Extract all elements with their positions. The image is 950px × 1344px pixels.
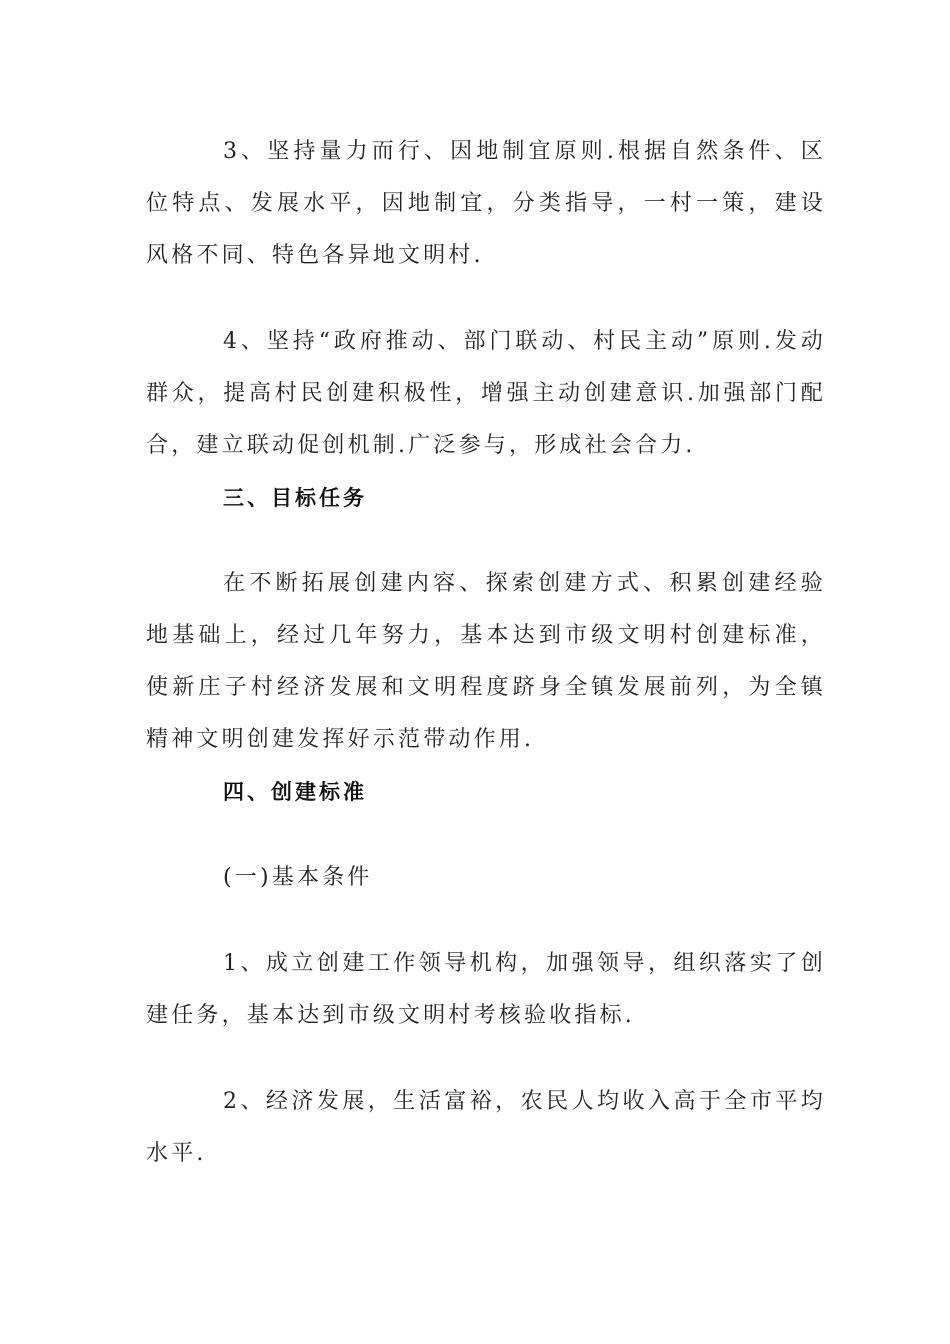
paragraph-condition-2: 2、经济发展，生活富裕，农民人均收入高于全市平均水平. xyxy=(146,1089,826,1166)
section-heading-goals: 三、目标任务 xyxy=(223,486,367,510)
section-heading-standards: 四、创建标准 xyxy=(223,780,367,804)
paragraph-principle-4: 4、坚持“政府推动、部门联动、村民主动”原则.发动群众，提高村民创建积极性，增强主动创建意识.加强部门配合，建立联动促创机制.广泛参与，形成社会合力. xyxy=(146,329,826,458)
paragraph-goals: 在不断拓展创建内容、探索创建方式、积累创建经验地基础上，经过几年努力，基本达到市级文明村创建标准，使新庄子村经济发展和文明程度跻身全镇发展前列，为全镇精神文明创建发挥好示范带动作用. xyxy=(146,571,826,752)
subheading-basic-conditions: (一)基本条件 xyxy=(223,865,373,890)
paragraph-principle-3: 3、坚持量力而行、因地制宜原则.根据自然条件、区位特点、发展水平，因地制宜，分类指导，一村一策，建设风格不同、特色各异地文明村. xyxy=(146,139,826,268)
document-body xyxy=(146,126,826,1180)
paragraph-condition-1: 1、成立创建工作领导机构，加强领导，组织落实了创建任务，基本达到市级文明村考核验收指标. xyxy=(146,951,826,1028)
